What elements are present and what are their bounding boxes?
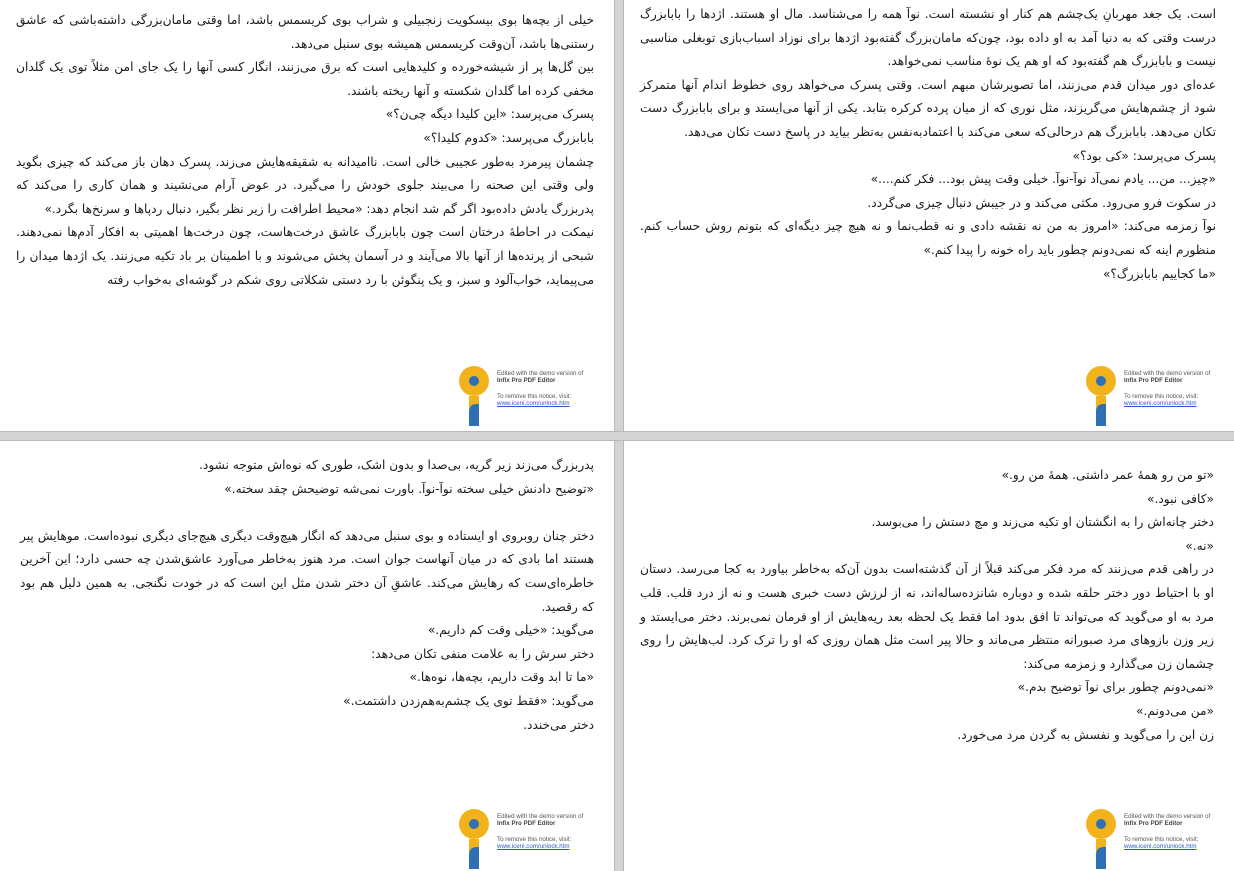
notice-product: Infix Pro PDF Editor: [1124, 377, 1183, 385]
demo-watermark-notice: [1084, 807, 1224, 871]
unlock-link[interactable]: www.iceni.com/unlock.htm: [1124, 843, 1197, 851]
paragraph: «کافی نبود.»: [1147, 491, 1214, 506]
paragraph: نیمکت در احاطهٔ درختان است چون بابابزرگ عاشق درخت‌هاست، چون درخت‌ها اهمیتی به افکار آدم‌ها نمی‌دهند. شبحی از پرنده‌ها از آنها بالا می‌آیند و در آسمان پخش می‌شوند و با اطمینان بر باد تکیه می‌زنند. یک اژدها میدان را می‌پیماید، خواب‌آلود و سبز، و یک پنگوئن با رد دستی شکلاتی روی شکم در گوشه‌ای به‌خواب رفته: [16, 225, 594, 287]
page-text: [16, 9, 594, 292]
paragraph: خیلی از بچه‌ها بوی بیسکویت زنجبیلی و شراب بوی کریسمس باشد، اما وقتی مامان‌بزرگی داشته‌باشی که عاشق رستنی‌ها باشد، آن‌وقت کریسمس همیشه بوی سنبل می‌دهد.: [16, 13, 594, 51]
paragraph: در سکوت فرو می‌رود. مکثی می‌کند و در جیبش دنبال چیزی می‌گردد.: [867, 195, 1216, 210]
paragraph: دختر چانه‌اش را به انگشتان او تکیه می‌زند و مچ دستش را می‌بوسد.: [871, 515, 1214, 530]
blank-line: [20, 501, 594, 525]
page-text: [20, 454, 594, 737]
paragraph: نوآ زمزمه می‌کند: «امروز به من نه نقشه دادی و نه قطب‌نما و نه هیچ چیز دیگه‌ای که بتونم روش حساب کنم. منظورم اینه که نمی‌دونم چطور باید راه خونه را پیدا کنم.»: [640, 219, 1216, 257]
paragraph: «ما کجاییم بابابزرگ؟»: [1102, 266, 1216, 281]
paragraph: «من می‌دونم.»: [1136, 703, 1214, 718]
infix-logo-icon: [457, 366, 491, 426]
unlock-link[interactable]: www.iceni.com/unlock.htm: [1124, 400, 1197, 408]
demo-watermark-notice: [1084, 364, 1224, 428]
horizontal-splitter[interactable]: [0, 431, 1234, 441]
paragraph: زن این را می‌گوید و نفسش به گردن مرد می‌خورد.: [957, 727, 1214, 742]
demo-watermark-notice: [457, 364, 597, 428]
paragraph: دختر چنان روبروی او ایستاده و بوی سنبل می‌دهد که انگار هیچ‌وقت دیگری هیچ‌جای دیگری نبوده‌است. موهایش پیر هستند اما بادی که در میان آنهاست جوان است. مرد هنوز به‌خاطر می‌آورد عاشق‌شدن چه حسی دارد؛ این آخرین خاطره‌ای‌ست که رهایش می‌کند. عاشقِ آن دختر شدن مثل این است که در خودت نگنجی. به همین دلیل هم بود که رقصید.: [20, 528, 594, 614]
page-bottom-left: [0, 441, 614, 871]
unlock-link[interactable]: www.iceni.com/unlock.htm: [497, 400, 570, 408]
paragraph: چشمان پیرمرد به‌طور عجیبی خالی است. ناامیدانه به شقیقه‌هایش می‌زند. پسرک دهان باز می‌کند که چیزی بگوید ولی وقتی این صحنه را می‌بیند جلوی خودش را می‌گیرد. در عوض آرام می‌نشیند و همان کاری را می‌کند که پدربزرگ یادش داده‌بود اگر گم شد انجام دهد: «محیط اطرافت را زیر نظر بگیر، دنبال ردپاها و سرنخ‌ها بگرد.»: [16, 154, 594, 216]
paragraph: دختر سرش را به علامت منفی تکان می‌دهد:: [371, 646, 594, 661]
notice-product: Infix Pro PDF Editor: [497, 820, 556, 828]
paragraph: پسرک می‌پرسد: «کی بود؟»: [1072, 148, 1216, 163]
notice-line1: Edited with the demo version of: [497, 813, 584, 820]
notice-line3: To remove this notice, visit:: [497, 392, 572, 400]
unlock-link[interactable]: www.iceni.com/unlock.htm: [497, 843, 570, 851]
paragraph: پسرک می‌پرسد: «این کلیدا دیگه چی‌ن؟»: [385, 107, 594, 122]
notice-product: Infix Pro PDF Editor: [497, 377, 556, 385]
notice-line1: Edited with the demo version of: [497, 370, 584, 377]
paragraph: پدربزرگ می‌زند زیر گریه، بی‌صدا و بدون اشک، طوری که نوه‌اش متوجه نشود.: [199, 458, 594, 472]
notice-line1: Edited with the demo version of: [1124, 370, 1211, 377]
demo-watermark-notice: [457, 807, 597, 871]
paragraph: می‌گوید: «خیلی وقت کم داریم.»: [427, 623, 594, 638]
infix-logo-icon: [457, 809, 491, 869]
notice-line1: Edited with the demo version of: [1124, 813, 1211, 820]
notice-line3: To remove this notice, visit:: [497, 835, 572, 843]
paragraph: «تو من رو همهٔ عمر داشتی. همهٔ من رو.»: [1001, 468, 1214, 482]
paragraph: «ما تا ابد وقت داریم، بچه‌ها، نوه‌ها.»: [409, 670, 594, 685]
paragraph: می‌گوید: «فقط توی یک چشم‌به‌هم‌زدن داشتمت.»: [343, 693, 594, 708]
notice-line3: To remove this notice, visit:: [1124, 835, 1199, 843]
paragraph: «چیز... من... یادم نمی‌آد نوآ-نوآ. خیلی وقت پیش بود... فکر کنم....»: [870, 172, 1216, 187]
page-top-left: [0, 0, 614, 431]
paragraph: در راهی قدم می‌زنند که مرد فکر می‌کند قبلاً از آن گذشته‌است بدون آن‌که به‌خاطر بیاورد به کجا می‌رسد. دستان او با احتیاط دور دختر حلقه شده و دوباره شانزده‌ساله‌اند، نه از لرزش دست خبری هست و نه از درد قلب. قلب مرد به او می‌گوید که می‌تواند تا افق بدود اما فقط یک لحظه بعد ریه‌هایش از او فرمان نمی‌برند. دختر می‌ایستد و زیر وزن بازوهای مرد صبورانه منتظر می‌ماند و حالا پیر است مثل همان روزی که او را ترک کرد. لب‌هایش را روی چشمان زن می‌گذارد و زمزمه می‌کند:: [640, 562, 1214, 671]
page-top-right: [624, 0, 1234, 431]
paragraph: است. یک جغد مهربانِ یک‌چشم هم کنار او نشسته است. نوآ همه را می‌شناسد. مال او هستند. اژدها را بابابزرگ درست وقتی که به دنیا آمد به او داده بود، چون‌که مامان‌بزرگ گفته‌بود اژدها برای نوزاد اسباب‌بازی توبغلی مناسبی نیست و بابابزرگ هم گفته‌بود که او هم یک نوهٔ مناسب نمی‌خواهد.: [640, 7, 1216, 69]
paragraph: بابابزرگ می‌پرسد: «کدوم کلیدا؟»: [423, 130, 594, 145]
infix-logo-icon: [1084, 809, 1118, 869]
paragraph: بین گل‌ها پر از شیشه‌خورده و کلیدهایی است که برق می‌زنند، انگار کسی آنها را یک جای امن مثلاً توی یک گلدان مخفی کرده اما گلدان شکسته و آنها ریخته باشند.: [16, 60, 594, 98]
notice-line3: To remove this notice, visit:: [1124, 392, 1199, 400]
paragraph: «نه.»: [1185, 538, 1214, 553]
paragraph: «نمی‌دونم چطور برای نوآ توضیح بدم.»: [1017, 680, 1214, 695]
page-text: [640, 464, 1214, 747]
paragraph: دختر می‌خندد.: [523, 717, 594, 732]
paragraph: «توضیح دادنش خیلی سخته نوآ-نوآ. باورت نمی‌شه توضیحش چقد سخته.»: [224, 481, 594, 496]
page-text: [640, 3, 1216, 286]
notice-product: Infix Pro PDF Editor: [1124, 820, 1183, 828]
paragraph: عده‌ای دور میدان قدم می‌زنند، اما تصویرشان مبهم است. وقتی پسرک می‌خواهد روی خطوط اندام آنها متمرکز شود از چشم‌هایش می‌گریزند، مثل نوری که از میان پرده کرکره بتابد. یکی از آنها می‌ایستد و برای بابابزرگ دست تکان می‌دهد. بابابزرگ هم درحالی‌که سعی می‌کند با اعتمادبه‌نفس به‌نظر بیاید در پاسخ دست تکان می‌دهد.: [640, 77, 1216, 139]
infix-logo-icon: [1084, 366, 1118, 426]
page-bottom-right: [624, 441, 1234, 871]
